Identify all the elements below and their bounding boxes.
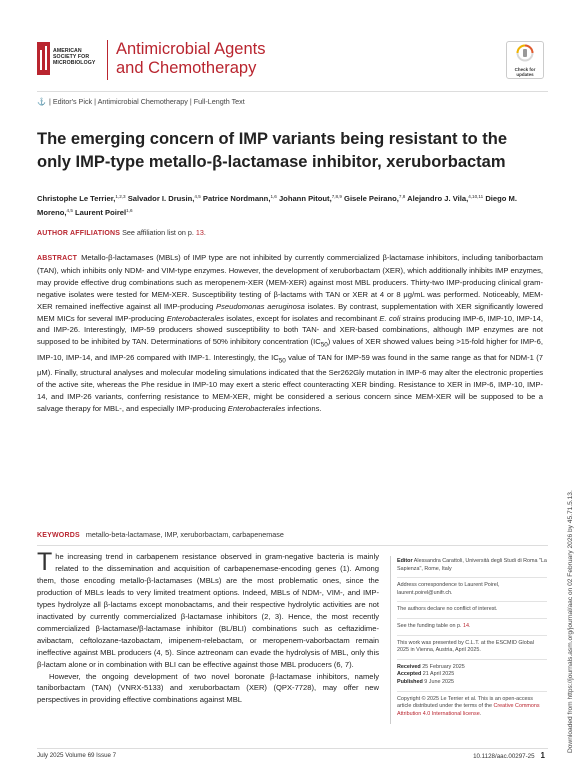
journal-title-line2: and Chemotherapy <box>116 58 257 77</box>
download-note-text: Downloaded from https://journals.asm.org/journal/aac on 02 February 2026 by 45.71.5.13. <box>567 490 574 753</box>
author[interactable]: Gisele Peirano,$^{7,8}$ <box>344 194 406 203</box>
article-type-line: ⚓ | Editor's Pick | Antimicrobial Chemotherapy | Full-Length Text <box>37 97 245 106</box>
doi-link[interactable]: 10.1128/aac.00297-25 <box>473 753 535 760</box>
author[interactable]: Laurent Poirel$^{1,6}$ <box>75 208 133 217</box>
footer-doi <box>473 751 545 760</box>
correspondence: Address correspondence to Laurent Poirel, laurent.poirel@unifr.ch. <box>397 580 547 602</box>
download-note <box>567 460 581 760</box>
article-title: The emerging concern of IMP variants being resistant to the only IMP-type metallo-β-lactamase inhibitor, xeruborbactam <box>37 130 508 171</box>
paragraph: However, the ongoing development of two novel boronate β-lactamase inhibitors, namely taniborbactam (TAN) (VNRX-5133) and xeruborbactam (XER) (QPX-7728), may offer new perspectives in providing effective combinations against MBL <box>37 671 379 705</box>
asm-logo-icon <box>37 42 50 75</box>
introduction-text <box>37 548 379 706</box>
presentation-note: This work was presented by C.L.T. at the ESCMID Global 2025 in Vienna, Austria, April 2025. <box>397 638 547 660</box>
journal-title-line1: Antimicrobial Agents <box>116 40 266 58</box>
affiliations-label: AUTHOR AFFILIATIONS <box>37 230 121 237</box>
open-access-icon: ⚓ <box>37 97 46 106</box>
author[interactable]: Christophe Le Terrier,$^{1,2,3}$ <box>37 194 126 203</box>
keywords <box>37 530 284 539</box>
author-affiliations: AUTHOR AFFILIATIONS See affiliation list on p. 13. <box>37 228 206 237</box>
author[interactable]: Johann Pitout,$^{7,8,9}$ <box>278 194 342 203</box>
author[interactable]: Alejandro J. Vila,$^{4,10,11}$ <box>407 194 484 203</box>
affiliation-page-link[interactable]: 13 <box>195 228 204 237</box>
conflict-statement: The authors declare no conflict of interest. <box>397 604 547 619</box>
crossmark-icon <box>516 44 534 62</box>
funding-note: See the funding table on p. 14. <box>397 621 547 636</box>
abstract: ABSTRACT Metallo-β-lactamases (MBLs) of IMP type are not inhibited by currently commercialized β-lactamase inhibitors, including taniborbactam (TAN), which inhibits only NDM- and VIM-type enzymes. However, the development of xeruborbactam (XER), which additionally inhibits IMP enzymes, may provide effective drug combinations such as meropenem-XER (MEM-XER) against most MBL producers. Thirty-two IMP-producing clinical gram-negative isolates were tested for MEM-XER. Susceptibility testing of β-lactams with TAN or XER at 4 or 8 μg/mL was performed. Noticeably, MEM-XER remained ineffective against all IMP-producing Pseudomonas aeruginosa isolates. By contrast, supplementation with XER significantly lowered MEM MICs for several IMP-producing Enterobacterales isolates, except for isolates and recombinant E. coli strains producing IMP-6, IMP-10, IMP-14, and IMP-26. Interestingly, IMP-59 producers showed susceptibility to both TAN- and XER-based combinations, although IMP enzymes are not supposed to be inhibited by TAN. Determinations of 50% inhibitory concentration $(IC_{50})$ values of XER showed values being >15-fold higher for IMP-6, IMP-10, IMP-14, and IMP-26 compared with IMP-1. Interestingly, the $IC_{50}$ value of TAN for IMP-59 was found in the same range as that for NDM-1 (7 μM). Finally, structural analyses and molecular modeling simulations indicated that the Ser262Gly mutation in IMP-6 may alter the electronic properties of the active site, whereas the Phe residue in IMP-10 may exert a steric effect counteracting XER binding. Resistance to XER in IMP-6, IMP-10, IMP-14, and IMP-26 variants, conferring resistance to MEM-XER, might be considered a serious concern since MEM-XER will be supposed to be a salvage therapy for MBL-, and especially IMP-producing Enterobacterales infections. <box>37 253 543 413</box>
publisher-name: AMERICAN SOCIETY FOR MICROBIOLOGY <box>53 48 96 66</box>
journal-title[interactable] <box>107 40 266 80</box>
article-info-sidebar <box>390 556 547 724</box>
keywords-text: metallo-beta-lactamase, IMP, xeruborbactam, carbapenemase <box>85 530 284 539</box>
abstract-label: ABSTRACT <box>37 255 78 262</box>
author-list <box>37 191 552 219</box>
publisher-logo <box>37 42 97 78</box>
publication-dates: Received 25 February 2025 Accepted 21 April 2025 Published 9 June 2025 <box>397 662 547 692</box>
author[interactable]: Salvador I. Drusin,$^{4,5}$ <box>127 194 201 203</box>
author[interactable]: Diego M. Moreno,$^{4,5}$ <box>37 194 517 217</box>
paragraph: The increasing trend in carbapenem resistance observed in gram-negative bacteria is mainly related to the dissemination and acquisition of carbapenemase-encoding genes (1). Among them, those encoding metallo-β-lactamases (MBLs) are the most problematic ones, since the production of MBLs leads to very limited treatment options. Indeed, MBLs of NDM-, VIM-, and IMP-types hydrolyze all β-lactams except monobactams, and their respective hydrolytic activities are not inactivated by currently commercialized β-lactamase inhibitors (2, 3). Hence, the most recently commercialized β-lactamase/β-lactamase inhibitor (BL/BLI) combinations such as ceftazidime-avibactam, ceftolozane-tazobactam, imipenem-relebactam, or meropenem-vaborbactam remain ineffective against MBL producers (4, 5). Since aztreonam can evade the hydrolysis of MBL, only this β-lactam alone or in combination with BLI can be effective against those MBL producers (6, 7). <box>37 548 379 669</box>
footer-divider <box>37 748 548 749</box>
editor-info: Editor Alessandra Carattoli, Università degli Studi di Roma "La Sapienza", Rome, Italy <box>397 556 547 578</box>
drop-cap: T <box>37 548 53 576</box>
check-updates-label: Check for updates <box>514 67 536 77</box>
keywords-divider <box>37 545 548 546</box>
page-number: 1 <box>540 751 545 760</box>
funding-page-link[interactable]: 14 <box>462 622 469 629</box>
issue-info: July 2025 Volume 69 Issue 7 <box>37 752 117 759</box>
copyright-notice: Copyright © 2025 Le Terrier et al. This is an open-access article distributed under the terms of the Creative Commons Attribution 4.0 International license. <box>397 695 540 717</box>
keywords-label: KEYWORDS <box>37 532 80 539</box>
author[interactable]: Patrice Nordmann,$^{1,6}$ <box>202 194 277 203</box>
check-for-updates-button[interactable] <box>506 41 544 79</box>
header-divider <box>37 91 548 92</box>
license-link[interactable]: Creative Commons Attribution 4.0 International license <box>397 703 540 717</box>
